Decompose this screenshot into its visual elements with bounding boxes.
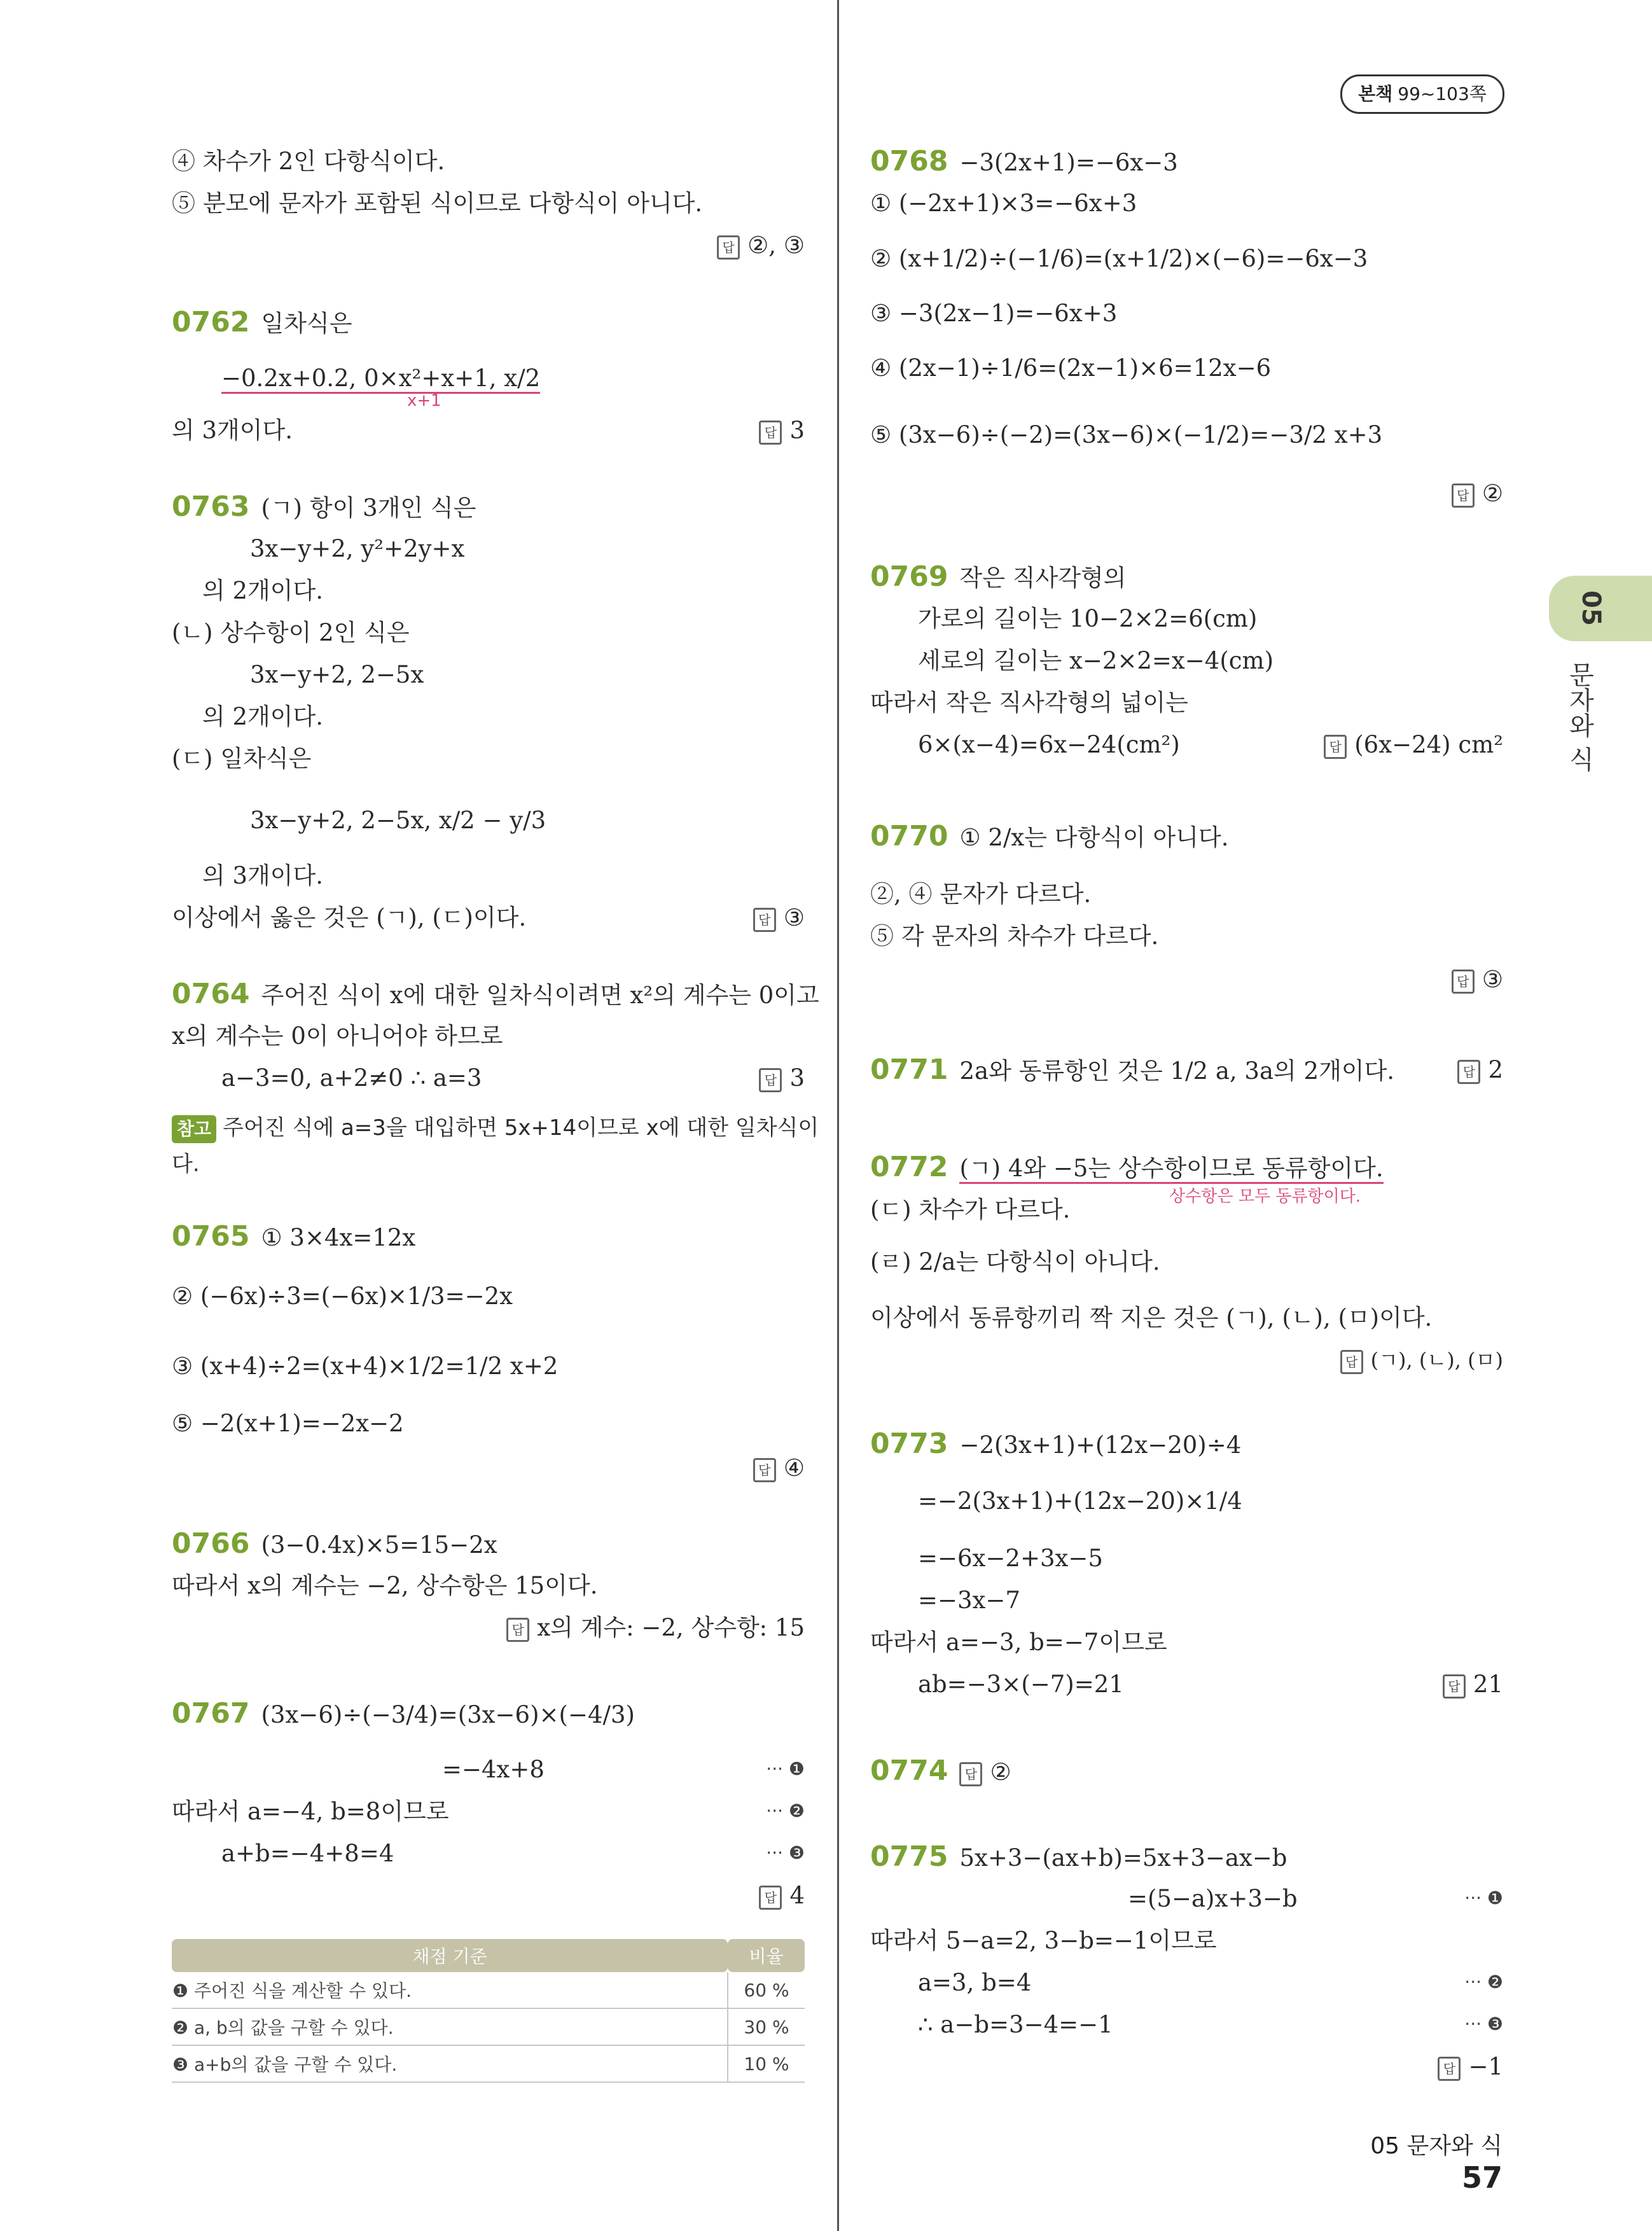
step-marker: ··· ❷ [766, 1800, 805, 1821]
answer-icon: 답 [759, 1886, 782, 1910]
math-line: =−2(3x+1)+(12x−20)×1/4 [918, 1487, 1242, 1515]
problem-number: 0775 [870, 1840, 948, 1873]
chapter-title: 문자와 식 [1565, 662, 1594, 772]
grading-table [172, 1939, 805, 2083]
answer-icon: 답 [759, 1068, 782, 1092]
footer-chapter: 05 문자와 식 [1370, 2133, 1503, 2159]
problem-number: 0771 [870, 1053, 948, 1086]
math-line: ③ −3(2x−1)=−6x+3 [870, 300, 1118, 327]
text-line: 따라서 작은 직사각형의 넓이는 [870, 689, 1188, 716]
answer-value: (ㄱ), (ㄴ), (ㅁ) [1370, 1348, 1503, 1372]
problem-number: 0765 [172, 1220, 250, 1253]
math-line: 3x−y+2, 2−5x [250, 661, 424, 688]
problem-0768 [870, 145, 1178, 177]
answer-icon: 답 [506, 1618, 529, 1642]
ratio-header: 비율 [728, 1939, 805, 1972]
answer-value: ③ [1482, 966, 1503, 993]
problem-number: 0762 [172, 306, 250, 338]
problem-number: 0774 [870, 1755, 948, 1787]
problem-number: 0773 [870, 1428, 948, 1460]
problem-0765 [172, 1220, 416, 1253]
text-line: 의 3개이다. [172, 417, 293, 444]
table-row [172, 2008, 805, 2045]
book-label: 본책 [1358, 83, 1393, 104]
text-line: (ㄱ) 항이 3개인 식은 [261, 494, 476, 522]
text-line: x의 계수는 0이 아니어야 하므로 [172, 1022, 503, 1050]
answer [506, 1614, 805, 1642]
math-line: ① (−2x+1)×3=−6x+3 [870, 190, 1137, 217]
answer-icon: 답 [1340, 1350, 1363, 1374]
answer-value: 21 [1473, 1671, 1503, 1698]
text-line: (ㄷ) 차수가 다르다. [870, 1196, 1071, 1223]
answer-icon: 답 [717, 235, 740, 260]
problem-0762 [172, 306, 352, 338]
problem-0774 [870, 1757, 1011, 1786]
math-line: ④ (2x−1)÷1/6=(2x−1)×6=12x−6 [870, 354, 1272, 382]
ratio: 60 % [728, 1972, 805, 2008]
answer-value: 3 [789, 1064, 805, 1092]
problem-number: 0769 [870, 560, 948, 593]
reference-badge: 참고 [172, 1115, 216, 1143]
problem-0772 [870, 1153, 1384, 1183]
answer [1443, 1671, 1503, 1699]
answer-value: 3 [789, 417, 805, 444]
text-line: 2a와 동류항인 것은 1/2 a, 3a의 2개이다. [959, 1057, 1395, 1085]
math-line: 3x−y+2, 2−5x, x/2 − y/3 [250, 807, 546, 834]
math-line: 3x−y+2, y²+2y+x [250, 535, 465, 562]
answer-icon: 답 [1457, 1060, 1480, 1084]
chapter-tab [1549, 576, 1652, 641]
answer-value: (6x−24) cm² [1354, 731, 1503, 758]
answer [1324, 731, 1503, 759]
math-line: ② (x+1/2)÷(−1/6)=(x+1/2)×(−6)=−6x−3 [870, 245, 1368, 272]
text-line: ① 2/x는 다항식이 아니다. [959, 824, 1229, 851]
step-marker: ··· ❶ [1464, 1887, 1503, 1908]
text-line: 따라서 a=−3, b=−7이므로 [870, 1629, 1167, 1656]
text-line: 세로의 길이는 x−2×2=x−4(cm) [918, 647, 1274, 674]
answer [759, 417, 805, 445]
answer-value: ② [1482, 480, 1503, 507]
text-line: 주어진 식이 x에 대한 일차식이려면 x²의 계수는 0이고 [261, 982, 819, 1009]
answer-value: 2 [1488, 1056, 1503, 1083]
text-line: ⑤ 각 문자의 차수가 다르다. [870, 922, 1159, 950]
text-line: 이상에서 옳은 것은 (ㄱ), (ㄷ)이다. [172, 904, 527, 931]
problem-0764 [172, 980, 819, 1010]
answer [753, 1454, 805, 1482]
text-line: 일차식은 [261, 310, 352, 337]
answer [1452, 480, 1503, 508]
math-line: =(5−a)x+3−b [1128, 1885, 1298, 1912]
problem-0771 [870, 1053, 1395, 1086]
answer [1438, 2053, 1503, 2081]
reference-note [172, 1114, 819, 1143]
math-line [221, 365, 540, 393]
text-line: 따라서 x의 계수는 −2, 상수항은 15이다. [172, 1572, 598, 1599]
problem-number: 0772 [870, 1151, 948, 1183]
table-row [172, 1972, 805, 2008]
text-line: ④ 차수가 2인 다항식이다. [172, 148, 445, 175]
text-line: (ㄹ) 2/a는 다항식이 아니다. [870, 1248, 1160, 1275]
text-line: 따라서 5−a=2, 3−b=−1이므로 [870, 1927, 1217, 1954]
answer [1452, 966, 1503, 994]
text-line: 의 3개이다. [202, 862, 324, 889]
math-line: (3x−6)÷(−3/4)=(3x−6)×(−4/3) [261, 1701, 635, 1728]
math-line: ⑤ (3x−6)÷(−2)=(3x−6)×(−1/2)=−3/2 x+3 [870, 421, 1383, 448]
text-line: 의 2개이다. [202, 703, 324, 730]
math-line: a+b=−4+8=4 [221, 1840, 394, 1867]
problem-number: 0763 [172, 490, 250, 523]
text-line: 이상에서 동류항끼리 짝 지은 것은 (ㄱ), (ㄴ), (ㅁ)이다. [870, 1304, 1433, 1331]
criterion: ❶ 주어진 식을 계산할 수 있다. [172, 1972, 728, 2008]
ratio: 10 % [728, 2045, 805, 2082]
problem-0775 [870, 1840, 1288, 1873]
math-line: =−4x+8 [442, 1756, 545, 1783]
criterion: ❷ a, b의 값을 구할 수 있다. [172, 2008, 728, 2045]
problem-number: 0764 [172, 978, 250, 1010]
column-divider [837, 0, 839, 2231]
expression: −0.2x+0.2, 0×x²+x+1, x/2 [221, 365, 540, 394]
math-line: ③ (x+4)÷2=(x+4)×1/2=1/2 x+2 [172, 1352, 559, 1380]
math-line: ② (−6x)÷3=(−6x)×1/3=−2x [172, 1282, 513, 1310]
answer-icon: 답 [959, 1762, 982, 1786]
step-marker: ··· ❷ [1464, 1971, 1503, 1992]
math-line: ∴ a−b=3−4=−1 [918, 2011, 1113, 2038]
answer [753, 904, 805, 932]
math-line: −3(2x+1)=−6x−3 [959, 149, 1178, 176]
problem-0770 [870, 820, 1229, 852]
answer-icon: 답 [1452, 483, 1475, 508]
problem-0769 [870, 560, 1127, 593]
math-line: ⑤ −2(x+1)=−2x−2 [172, 1410, 404, 1437]
answer-icon: 답 [1438, 2057, 1461, 2081]
problem-number: 0768 [870, 145, 948, 177]
text-line: 따라서 a=−4, b=8이므로 [172, 1798, 449, 1825]
math-line: 6×(x−4)=6x−24(cm²) [918, 731, 1180, 758]
answer-value: ②, ③ [747, 232, 805, 259]
page-number: 57 [1461, 2160, 1503, 2195]
math-line: a−3=0, a+2≠0 ∴ a=3 [221, 1064, 482, 1092]
answer-value: −1 [1468, 2053, 1503, 2080]
answer-value: x의 계수: −2, 상수항: 15 [537, 1614, 805, 1641]
problem-0766 [172, 1527, 497, 1560]
math-line: 5x+3−(ax+b)=5x+3−ax−b [959, 1844, 1288, 1872]
ratio: 30 % [728, 2008, 805, 2045]
answer-icon: 답 [753, 1458, 776, 1482]
text-line: ⑤ 분모에 문자가 포함된 식이므로 다항식이 아니다. [172, 190, 703, 217]
answer-icon: 답 [753, 908, 776, 932]
problem-number: 0770 [870, 820, 948, 852]
text-line: (ㄱ) 4와 −5는 상수항이므로 동류항이다. [959, 1155, 1383, 1184]
table-row [172, 2045, 805, 2082]
math-line: −2(3x+1)+(12x−20)÷4 [959, 1431, 1242, 1459]
text-line: 다. [172, 1151, 200, 1177]
answer [717, 232, 805, 260]
annotation: x+1 [407, 391, 441, 410]
answer [759, 1064, 805, 1092]
annotation: 상수항은 모두 동류항이다. [1169, 1187, 1361, 1206]
problem-number: 0767 [172, 1697, 250, 1730]
math-line: a=3, b=4 [918, 1969, 1032, 1996]
answer-icon: 답 [759, 420, 782, 445]
page-range: 99~103쪽 [1398, 83, 1487, 104]
answer-value: ③ [783, 904, 805, 931]
problem-0767 [172, 1697, 635, 1730]
step-marker: ··· ❶ [766, 1758, 805, 1779]
answer-value: ② [990, 1758, 1011, 1786]
problem-0773 [870, 1430, 1241, 1459]
answer [1457, 1056, 1503, 1084]
text-line: 의 2개이다. [202, 577, 324, 604]
answer-icon: 답 [1324, 735, 1347, 759]
problem-number: 0766 [172, 1527, 250, 1560]
answer [1340, 1346, 1503, 1374]
page-range-badge [1340, 74, 1504, 114]
text-line: 가로의 길이는 10−2×2=6(cm) [918, 605, 1258, 632]
grading-header: 채점 기준 [172, 1939, 728, 1972]
text-line: ① 3×4x=12x [261, 1224, 416, 1251]
criterion: ❸ a+b의 값을 구할 수 있다. [172, 2045, 728, 2082]
answer-icon: 답 [1452, 970, 1475, 994]
page-footer [1336, 2128, 1503, 2195]
answer-icon: 답 [1443, 1674, 1466, 1699]
text-line: (3−0.4x)×5=15−2x [261, 1531, 497, 1559]
text-line: (ㄴ) 상수항이 2인 식은 [172, 619, 410, 646]
answer [759, 1882, 805, 1910]
text-line: 주어진 식에 a=3을 대입하면 5x+14이므로 x에 대한 일차식이 [223, 1115, 819, 1141]
math-line: =−3x−7 [918, 1587, 1020, 1614]
step-marker: ··· ❸ [766, 1842, 805, 1863]
answer-value: 4 [789, 1882, 805, 1909]
problem-0763 [172, 490, 476, 523]
math-line: =−6x−2+3x−5 [918, 1545, 1103, 1572]
chapter-number: 05 [1576, 590, 1606, 626]
step-marker: ··· ❸ [1464, 2013, 1503, 2034]
text-line: (ㄷ) 일차식은 [172, 745, 312, 772]
answer-value: ④ [783, 1454, 805, 1482]
text-line: ②, ④ 문자가 다르다. [870, 880, 1092, 908]
math-line: ab=−3×(−7)=21 [918, 1671, 1124, 1698]
text-line: 작은 직사각형의 [959, 564, 1127, 592]
